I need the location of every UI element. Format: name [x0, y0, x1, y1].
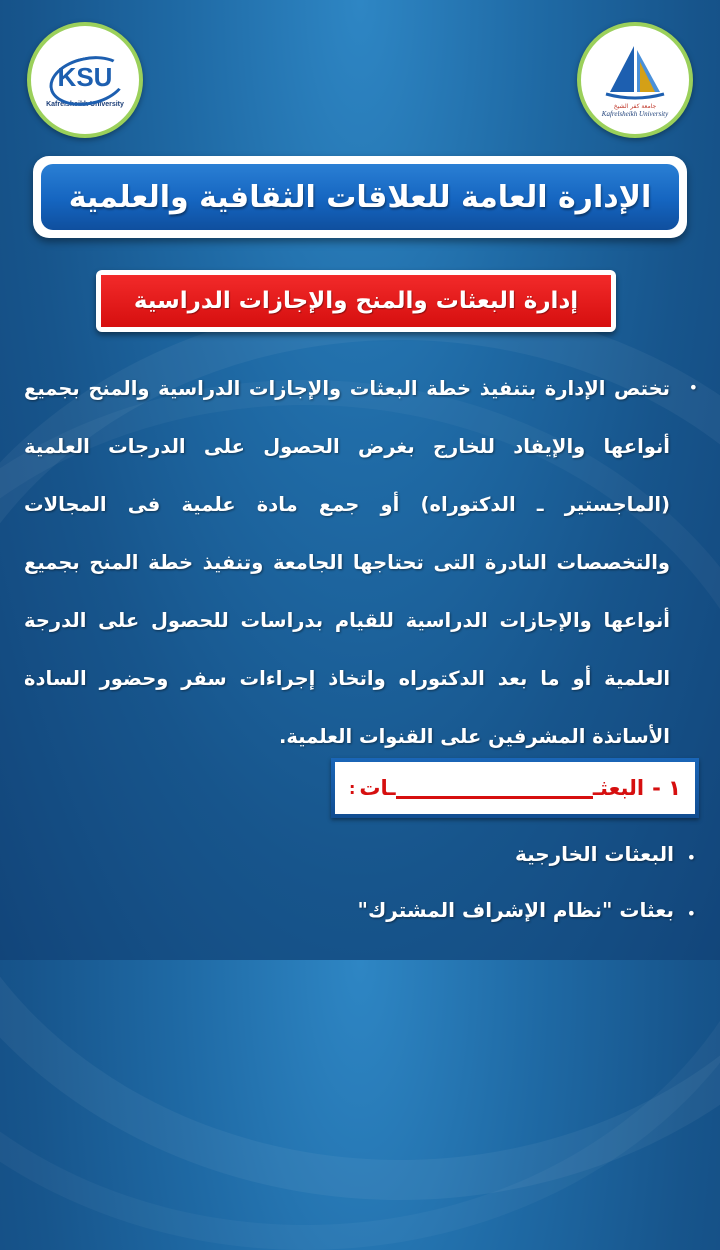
- subtitle-banner-inner: [101, 275, 611, 327]
- bullet-icon: •: [688, 378, 698, 397]
- ksu-logo: [27, 22, 143, 138]
- description-paragraph: تختص الإدارة بتنفيذ خطة البعثات والإجازات الدراسية والمنح بجميع أنواعها والإيفاد للخارج بغرض الحصول على الدرجات العلمية (الماجستير ـ الدكتوراه) أو جمع مادة علمية فى المجالات والتخصصات النادرة التى تحتاجها الجامعة وتنفيذ خطة المنح بجميع أنواعها والإجازات الدراسية للقيام بدراسات للحصول على الدرجة العلمية أو ما بعد الدكتوراه واتخاذ إجراءات سفر وحضور السادة الأساتذة المشرفين على القنوات العلمية.: [24, 377, 670, 748]
- section-colon: :: [349, 778, 356, 798]
- kafrelsheikh-university-logo: [577, 22, 693, 138]
- title-banner: [33, 156, 687, 238]
- section-title: البعثـ: [592, 776, 645, 800]
- ksu-logo-subtitle: Kafrelsheikh University: [46, 100, 124, 108]
- list-item: بعثات "نظام الإشراف المشترك": [357, 898, 674, 922]
- subtitle-banner: [96, 270, 616, 332]
- sailboat-icon: [600, 42, 670, 102]
- section-title-suffix: ـات: [359, 776, 396, 800]
- section-heading-box: [331, 758, 699, 818]
- section-heading-inner: [335, 762, 695, 814]
- ksu-emblem: [47, 53, 123, 103]
- university-name-arabic: جامعة كفر الشيخ: [613, 103, 657, 110]
- title-banner-inner: [41, 164, 679, 230]
- section-number: ١ -: [652, 776, 681, 800]
- bullet-icon: •: [686, 904, 696, 923]
- page-title: الإدارة العامة للعلاقات الثقافية والعلمية: [68, 179, 652, 215]
- page-subtitle: إدارة البعثات والمنح والإجازات الدراسية: [133, 288, 579, 314]
- list-item: البعثات الخارجية: [514, 842, 674, 866]
- ksu-logo-text: KSU: [57, 62, 113, 92]
- university-name-english: Kafrelsheikh University: [601, 110, 669, 118]
- bullet-icon: •: [686, 848, 696, 867]
- section-kashida-line: [396, 796, 593, 799]
